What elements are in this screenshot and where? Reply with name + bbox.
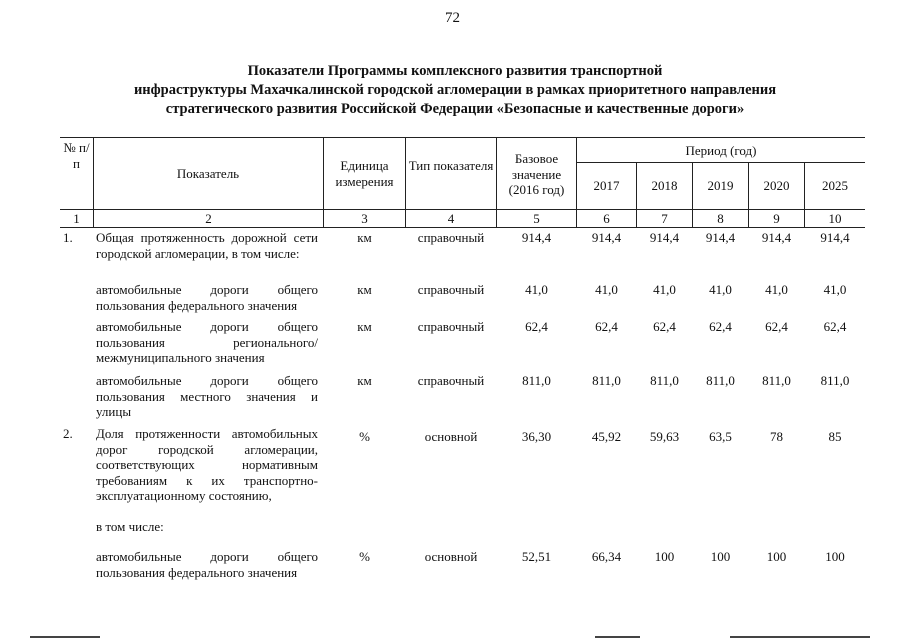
value-2019: 63,5 xyxy=(709,429,732,444)
value-2018: 41,0 xyxy=(653,282,676,297)
value-2018: 914,4 xyxy=(649,230,680,245)
value-2025: 914,4 xyxy=(820,230,850,245)
page-edge-mark xyxy=(30,636,100,638)
type-value: справочный xyxy=(417,230,485,245)
unit-value: км xyxy=(357,319,372,334)
indicator-text: автомобильные дороги общего пользования местного значения и улицы xyxy=(96,373,318,419)
header-year-2017: 2017 xyxy=(593,178,620,193)
base-value: 52,51 xyxy=(521,549,552,564)
value-2025: 62,4 xyxy=(823,319,847,334)
header-year-2019: 2019 xyxy=(707,178,734,193)
base-value: 62,4 xyxy=(525,319,548,334)
header-num: № п/п xyxy=(63,140,90,171)
indicator-text: Общая протяженность дорожной сети городской агломерации, в том числе: xyxy=(96,230,318,261)
value-2018: 62,4 xyxy=(653,319,676,334)
value-2025: 85 xyxy=(828,429,842,444)
value-2017: 62,4 xyxy=(595,319,618,334)
value-2025: 100 xyxy=(825,549,845,564)
type-value: справочный xyxy=(417,282,485,297)
page-edge-mark xyxy=(730,636,870,638)
column-number: 1 xyxy=(73,211,80,226)
indicator-text: автомобильные дороги общего пользования федерального значения xyxy=(96,282,318,313)
value-2017: 45,92 xyxy=(591,429,622,444)
base-value: 36,30 xyxy=(521,429,552,444)
header-unit: Единица измерения xyxy=(335,158,394,189)
row-number: 2. xyxy=(63,426,73,441)
column-number: 6 xyxy=(603,211,610,226)
document-title xyxy=(60,62,850,119)
type-value: справочный xyxy=(417,319,485,334)
unit-value: км xyxy=(357,282,372,297)
indicator-text: автомобильные дороги общего пользования федерального значения xyxy=(96,549,318,580)
value-2017: 41,0 xyxy=(595,282,618,297)
header-period: Период (год) xyxy=(685,143,757,158)
value-2025: 811,0 xyxy=(820,373,850,388)
unit-value: % xyxy=(359,549,370,564)
value-2020: 914,4 xyxy=(761,230,792,245)
column-number: 7 xyxy=(661,211,668,226)
value-2019: 41,0 xyxy=(709,282,732,297)
header-indicator: Показатель xyxy=(176,166,240,181)
title-line-1: Показатели Программы комплексного развития транспортной xyxy=(247,63,663,79)
value-2020: 78 xyxy=(770,429,783,444)
column-number: 8 xyxy=(717,211,724,226)
base-value: 914,4 xyxy=(521,230,552,245)
value-2017: 914,4 xyxy=(591,230,622,245)
unit-value: км xyxy=(357,230,372,245)
value-2018: 59,63 xyxy=(649,429,680,444)
header-base: Базовое значение (2016 год) xyxy=(508,151,565,197)
value-2017: 66,34 xyxy=(591,549,622,564)
indicator-text: Доля протяженности автомобильных дорог городской агломерации, соответствующих нормативным требованиям к их транспортно-эксплуатационному состоянию, xyxy=(96,426,318,503)
column-number: 5 xyxy=(533,211,540,226)
indicator-text-tail: в том числе: xyxy=(96,519,164,534)
column-number: 9 xyxy=(773,211,780,226)
column-number: 10 xyxy=(828,211,842,226)
base-value: 41,0 xyxy=(525,282,548,297)
value-2020: 41,0 xyxy=(765,282,788,297)
value-2020: 62,4 xyxy=(765,319,788,334)
base-value: 811,0 xyxy=(522,373,551,388)
header-year-2025: 2025 xyxy=(822,178,848,193)
header-year-2018: 2018 xyxy=(651,178,678,193)
title-line-2: инфраструктуры Махачкалинской городской агломерации в рамках приоритетного направления xyxy=(133,82,777,98)
value-2019: 62,4 xyxy=(709,319,732,334)
value-2020: 811,0 xyxy=(762,373,791,388)
title-line-3: стратегического развития Российской Федерации «Безопасные и качественные дороги» xyxy=(165,101,745,117)
row-number: 1. xyxy=(63,230,73,245)
header-type: Тип показателя xyxy=(408,158,494,173)
value-2025: 41,0 xyxy=(823,282,847,297)
unit-value: км xyxy=(357,373,372,388)
value-2018: 100 xyxy=(654,549,675,564)
column-number: 2 xyxy=(205,211,212,226)
value-2018: 811,0 xyxy=(650,373,679,388)
column-number: 4 xyxy=(447,211,455,226)
type-value: основной xyxy=(424,429,478,444)
type-value: справочный xyxy=(417,373,485,388)
page-edge-mark xyxy=(595,636,640,638)
value-2019: 811,0 xyxy=(706,373,735,388)
unit-value: % xyxy=(359,429,370,444)
value-2017: 811,0 xyxy=(592,373,621,388)
value-2019: 914,4 xyxy=(705,230,736,245)
column-number: 3 xyxy=(361,211,368,226)
value-2020: 100 xyxy=(766,549,787,564)
value-2019: 100 xyxy=(710,549,731,564)
indicator-text: автомобильные дороги общего пользования регионального/ межмуниципального значения xyxy=(96,319,318,365)
header-year-2020: 2020 xyxy=(763,178,790,193)
page-number: 72 xyxy=(445,10,460,26)
type-value: основной xyxy=(424,549,478,564)
